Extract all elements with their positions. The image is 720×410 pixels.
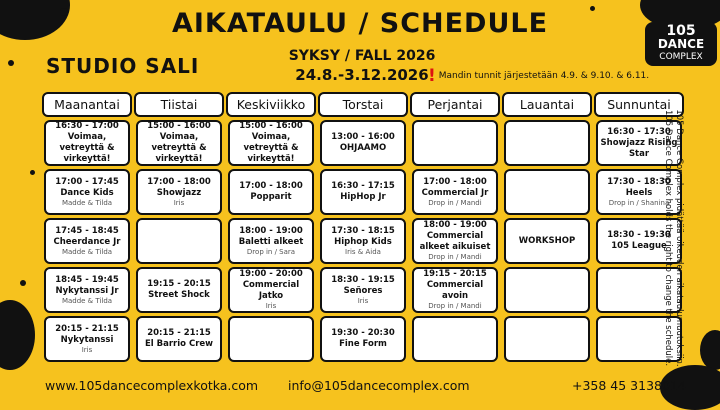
class-cell (136, 169, 222, 215)
class-teacher: Iris (81, 345, 93, 354)
class-teacher: Iris & Aida (345, 247, 381, 256)
class-name: Baletti alkeet (238, 236, 304, 247)
class-time: 17:45 - 18:45 (55, 225, 119, 236)
class-cell (320, 218, 406, 264)
season-dates: 24.8.-3.12.2026 (295, 66, 429, 84)
class-cell (504, 267, 590, 313)
class-cell (504, 120, 590, 166)
class-name: Popparit (250, 192, 292, 202)
class-time: 19:15 - 20:15 (423, 269, 487, 279)
class-time: 19:00 - 20:00 (239, 269, 303, 279)
day-header: Tiistai (134, 92, 224, 117)
class-time: 17:00 - 17:45 (55, 176, 119, 187)
class-cell (504, 218, 590, 264)
class-name: Voimaa, vetreyttä & virkeyttä! (243, 132, 299, 164)
class-name: Showjazz (156, 187, 202, 198)
class-time: 20:15 - 21:15 (147, 328, 211, 338)
class-time: 18:45 - 19:45 (55, 274, 119, 285)
class-teacher: Iris (173, 198, 185, 207)
class-name: Cheerdance Jr (53, 236, 121, 247)
class-teacher: Iris (357, 296, 369, 305)
class-name: Nykytanssi Jr (55, 285, 119, 296)
class-name: Señores (343, 285, 383, 296)
class-time: 20:15 - 21:15 (55, 323, 119, 334)
class-teacher: Madde & Tilda (61, 198, 113, 207)
class-cell (228, 169, 314, 215)
class-time: 13:00 - 16:00 (331, 132, 395, 142)
class-name: Showjazz Rising Star (600, 137, 678, 159)
class-cell (320, 267, 406, 313)
class-cell (44, 316, 130, 362)
page-title: AIKATAULU / SCHEDULE (171, 8, 549, 39)
studio-name: STUDIO SALI (46, 54, 200, 78)
class-time: 15:00 - 16:00 (147, 121, 211, 131)
class-cell (136, 218, 222, 264)
class-name: 105 League (611, 241, 667, 251)
logo-line-1: 105 (666, 23, 696, 39)
day-header: Maanantai (42, 92, 132, 117)
class-cell (228, 120, 314, 166)
class-time: 18:00 - 19:00 (423, 220, 487, 230)
class-time: 17:30 - 18:30 (607, 176, 671, 187)
class-name: HipHop Jr (340, 192, 386, 202)
day-header: Perjantai (410, 92, 500, 117)
class-time: 17:30 - 18:15 (331, 225, 395, 236)
class-teacher: Madde & Tilda (61, 247, 113, 256)
logo-line-3: COMPLEX (659, 52, 703, 62)
class-time: 18:00 - 19:00 (239, 225, 303, 236)
class-time: 16:30 - 17:30 (607, 126, 671, 137)
class-name: Fine Form (339, 339, 387, 349)
class-name: Voimaa, vetreyttä & virkeyttä! (151, 132, 207, 164)
class-name: Voimaa, vetreyttä & virkeyttä! (59, 132, 115, 164)
class-cell (44, 120, 130, 166)
class-cell (44, 218, 130, 264)
class-time: 18:30 - 19:30 (607, 230, 671, 240)
logo-line-2: DANCE (657, 37, 705, 51)
class-cell (228, 267, 314, 313)
class-time: 16:30 - 17:00 (55, 121, 119, 131)
class-time: 17:00 - 18:00 (147, 176, 211, 187)
class-name: WORKSHOP (518, 235, 576, 246)
class-cell (228, 316, 314, 362)
class-name: Commercial avoin (426, 280, 484, 301)
class-teacher: Drop in / Mandi (428, 198, 482, 207)
class-teacher: Madde & Tilda (61, 296, 113, 305)
class-time: 18:30 - 19:15 (331, 274, 395, 285)
class-cell (412, 316, 498, 362)
phone-number: +358 45 3138014 (572, 378, 686, 393)
website-link[interactable]: www.105dancecomplexkotka.com (45, 378, 259, 393)
day-header: Torstai (318, 92, 408, 117)
class-cell (504, 316, 590, 362)
class-cell (44, 169, 130, 215)
class-name: Hiphop Kids (334, 236, 392, 247)
class-name: Street Shock (148, 290, 210, 300)
class-name: Heels (625, 187, 653, 198)
email-link[interactable]: info@105dancecomplex.com (288, 378, 470, 393)
class-cell (320, 316, 406, 362)
class-time: 17:00 - 18:00 (423, 176, 487, 187)
class-cell (228, 218, 314, 264)
side-note: 105 Dance Complex pidättää oikeuden aikataulumuutoksiin. 105 Dance Complex holds the right to change the schedule. (663, 109, 684, 367)
notice (428, 66, 650, 86)
class-name: Commercial Jatko (242, 280, 300, 301)
class-teacher: Drop in / Mandi (428, 253, 482, 261)
class-name: Nykytanssi (60, 334, 114, 345)
class-cell (412, 169, 498, 215)
class-cell (320, 169, 406, 215)
class-name: OHJAAMO (339, 143, 387, 153)
class-cell (136, 120, 222, 166)
day-header: Lauantai (502, 92, 592, 117)
day-header: Keskiviikko (226, 92, 316, 117)
class-time: 19:15 - 20:15 (147, 279, 211, 289)
class-name: Dance Kids (60, 187, 114, 198)
class-teacher: Drop in / Sara (246, 247, 296, 256)
class-teacher: Drop in / Mandi (428, 302, 482, 310)
class-cell (412, 267, 498, 313)
class-teacher: Drop in / Shanina (608, 198, 670, 207)
class-name: Commercial Jr (421, 187, 489, 198)
class-time: 17:00 - 18:00 (239, 181, 303, 191)
notice-text: Mandin tunnit järjestetään 4.9. & 9.10. & 6.11. (438, 71, 650, 81)
class-teacher: Iris (265, 302, 277, 310)
class-cell (44, 267, 130, 313)
class-name: Commercial alkeet aikuiset (419, 231, 491, 252)
class-cell (136, 316, 222, 362)
class-name: El Barrio Crew (144, 339, 214, 349)
class-time: 16:30 - 17:15 (331, 181, 395, 191)
class-cell (504, 169, 590, 215)
logo (645, 22, 717, 66)
class-cell (412, 218, 498, 264)
season-label: SYKSY / FALL 2026 (288, 48, 436, 64)
class-time: 15:00 - 16:00 (239, 121, 303, 131)
class-cell (136, 267, 222, 313)
class-cell (412, 120, 498, 166)
class-time: 19:30 - 20:30 (331, 328, 395, 338)
day-header: Sunnuntai (594, 92, 684, 117)
exclamation-icon: ! (428, 66, 436, 86)
class-cell (320, 120, 406, 166)
